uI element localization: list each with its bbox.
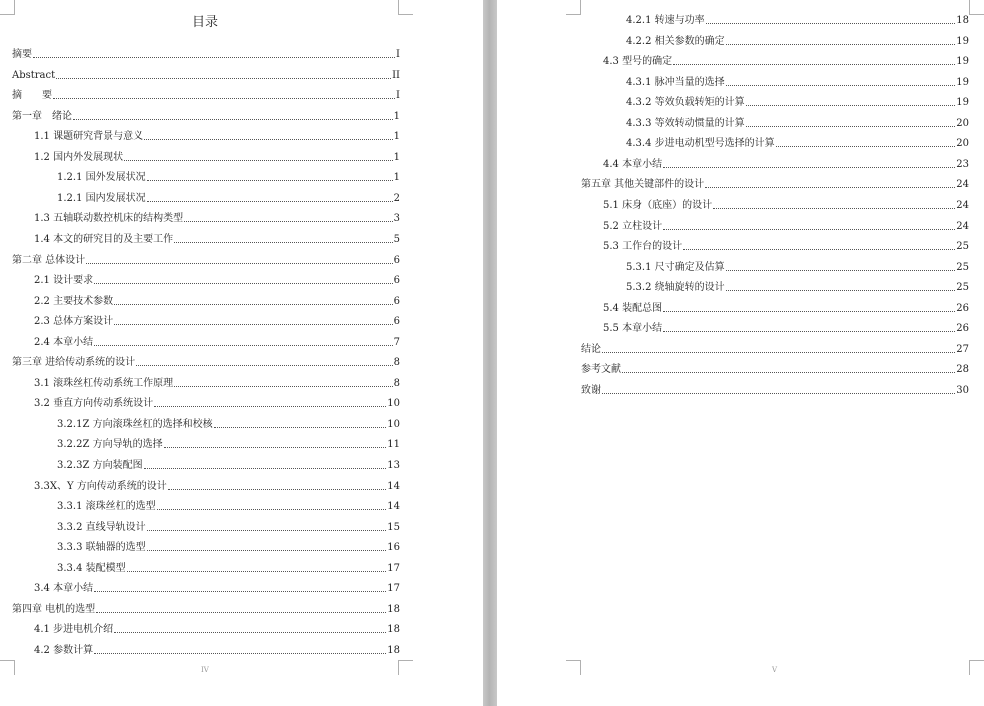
toc-entry-page-number: 16	[387, 542, 400, 554]
toc-entry-label: 4.2.1 转速与功率	[626, 15, 705, 26]
toc-entry-label: 4.3 型号的确定	[603, 56, 673, 68]
toc-entry-page-number: 5	[393, 233, 400, 245]
toc-dot-leader	[96, 612, 386, 613]
toc-entry-label: 2.1 设计要求	[34, 275, 94, 287]
toc-entry-page-number: 18	[956, 15, 969, 26]
toc-dot-leader	[147, 180, 393, 181]
toc-entry-label: 1.2.1 国内发展状况	[57, 192, 146, 204]
toc-dot-leader	[174, 242, 393, 243]
toc-entry-label: 2.3 总体方案设计	[34, 316, 114, 328]
toc-entry-page-number: 20	[956, 138, 969, 150]
toc-entry[interactable]	[581, 383, 969, 397]
toc-entry-page-number: II	[392, 69, 400, 81]
toc-entry-label: 3.3.4 装配模型	[57, 562, 126, 574]
toc-entry-page-number: 11	[387, 439, 400, 451]
toc-entry-page-number: 30	[956, 384, 969, 396]
toc-entry-label: 4.2 参数计算	[34, 644, 94, 656]
toc-dot-leader	[776, 146, 956, 147]
toc-entry-label: 2.4 本章小结	[34, 336, 94, 348]
toc-dot-leader	[144, 468, 387, 469]
toc-entry-page-number: 26	[956, 302, 969, 314]
toc-entry-label: 1.1 课题研究背景与意义	[34, 131, 144, 143]
toc-entry-label: 第一章 绪论	[12, 110, 72, 122]
toc-dot-leader	[124, 160, 393, 161]
toc-dot-leader	[602, 352, 955, 353]
toc-entry[interactable]	[34, 335, 400, 349]
toc-entry[interactable]	[12, 253, 400, 267]
toc-entry-label: 4.3.2 等效负载转矩的计算	[626, 97, 745, 109]
toc-entry-page-number: I	[396, 90, 400, 102]
toc-entry-label: 第二章 总体设计	[12, 254, 86, 266]
toc-entry-page-number: 19	[956, 97, 969, 109]
page-corner-mark	[969, 660, 984, 675]
toc-entry-page-number: 3	[393, 213, 400, 225]
toc-entry[interactable]	[34, 273, 400, 287]
toc-dot-leader	[602, 393, 955, 394]
toc-entry-label: 结论	[581, 343, 601, 355]
page-corner-mark	[398, 660, 413, 675]
toc-entry-label: 1.2 国内外发展现状	[34, 151, 124, 163]
toc-dot-leader	[174, 386, 393, 387]
toc-dot-leader	[147, 550, 387, 551]
toc-dot-leader	[147, 201, 393, 202]
toc-entry-label: 4.4 本章小结	[603, 158, 663, 170]
toc-entry-label: 3.2.1Z 方向滚珠丝杠的选择和校核	[57, 418, 213, 430]
toc-dot-leader	[144, 139, 393, 140]
toc-entry-page-number: 23	[956, 158, 969, 170]
toc-dot-leader	[683, 249, 955, 250]
toc-entry[interactable]	[34, 479, 400, 493]
toc-dot-leader	[94, 345, 393, 346]
toc-entry-label: 第三章 进给传动系统的设计	[12, 357, 136, 369]
toc-entry[interactable]	[626, 13, 969, 27]
toc-dot-leader	[663, 229, 955, 230]
toc-entry-page-number: 25	[956, 282, 969, 294]
page-gutter	[483, 0, 497, 706]
toc-entry[interactable]	[626, 75, 969, 89]
toc-entry[interactable]	[34, 581, 400, 595]
toc-entry-page-number: 17	[387, 583, 400, 595]
toc-dot-leader	[746, 126, 956, 127]
toc-dot-leader	[53, 98, 395, 99]
toc-entry-page-number: 6	[393, 316, 400, 328]
toc-entry[interactable]	[57, 458, 400, 472]
toc-entry[interactable]	[626, 116, 969, 130]
toc-entry-label: 3.2 垂直方向传动系统设计	[34, 398, 154, 410]
toc-entry[interactable]	[626, 136, 969, 150]
toc-entry-page-number: 18	[387, 603, 400, 615]
toc-entry[interactable]	[57, 499, 400, 513]
toc-entry-page-number: 13	[387, 460, 400, 471]
toc-entry[interactable]	[12, 355, 400, 369]
toc-entry[interactable]	[12, 88, 400, 102]
toc-entry[interactable]	[57, 540, 400, 554]
toc-dot-leader	[94, 591, 386, 592]
toc-title: 目录	[191, 15, 218, 30]
toc-entry-page-number: 20	[956, 117, 969, 129]
toc-dot-leader	[713, 208, 955, 209]
toc-entry-label: 4.3.3 等效转动惯量的计算	[626, 117, 745, 129]
toc-dot-leader	[663, 167, 955, 168]
toc-entry-label: 4.1 步进电机介绍	[34, 624, 114, 636]
document-page-right	[497, 0, 984, 706]
toc-entry-label: 5.2 立柱设计	[603, 220, 663, 232]
toc-entry-page-number: 1	[393, 151, 400, 163]
toc-entry-label: 3.3.3 联轴器的选型	[57, 542, 146, 554]
toc-entry-page-number: 1	[393, 172, 400, 184]
toc-entry-page-number: 1	[393, 110, 400, 122]
toc-entry-label: 5.1 床身（底座）的设计	[603, 199, 713, 211]
toc-entry-label: 3.2.3Z 方向装配图	[57, 460, 143, 471]
toc-entry-page-number: 25	[956, 261, 969, 273]
toc-entry[interactable]	[34, 314, 400, 328]
toc-entry-label: 摘要	[12, 49, 32, 60]
toc-entry-label: 3.3.1 滚珠丝杠的选型	[57, 501, 156, 513]
toc-entry-label: 5.3.1 尺寸确定及估算	[626, 261, 725, 273]
toc-dot-leader	[663, 331, 955, 332]
toc-entry-label: 2.2 主要技术参数	[34, 295, 114, 307]
toc-entry[interactable]	[57, 437, 400, 451]
page-corner-mark	[566, 0, 581, 15]
toc-dot-leader	[164, 447, 387, 448]
toc-entry-label: 5.4 装配总图	[603, 302, 663, 314]
toc-dot-leader	[726, 270, 956, 271]
toc-entry[interactable]	[12, 109, 400, 123]
toc-entry[interactable]	[57, 520, 400, 534]
toc-dot-leader	[157, 509, 387, 510]
toc-dot-leader	[673, 64, 955, 65]
toc-entry[interactable]	[34, 129, 400, 143]
toc-entry-label: 3.1 滚珠丝杠传动系统工作原理	[34, 377, 174, 389]
toc-entry[interactable]	[581, 177, 969, 191]
toc-entry-label: 4.2.2 相关参数的确定	[626, 35, 725, 47]
page-number-footer: IV	[201, 666, 209, 674]
page-corner-mark	[566, 660, 581, 675]
toc-entry-label: 3.4 本章小结	[34, 583, 94, 595]
page-number-footer: V	[772, 666, 778, 674]
toc-entry-label: 1.4 本文的研究目的及主要工作	[34, 233, 174, 245]
toc-entry-page-number: I	[396, 49, 400, 60]
page-corner-mark	[0, 660, 15, 675]
toc-dot-leader	[114, 304, 393, 305]
toc-entry-label: 5.3 工作台的设计	[603, 241, 683, 253]
toc-dot-leader	[86, 263, 392, 264]
toc-entry[interactable]	[603, 301, 969, 315]
toc-entry-page-number: 28	[956, 364, 969, 376]
toc-dot-leader	[168, 489, 386, 490]
toc-entry-label: 3.3X、Y 方向传动系统的设计	[34, 480, 167, 492]
toc-entry[interactable]	[626, 95, 969, 109]
toc-entry[interactable]	[34, 150, 400, 164]
toc-entry[interactable]	[34, 622, 400, 636]
toc-dot-leader	[33, 57, 395, 58]
toc-dot-leader	[114, 324, 393, 325]
toc-dot-leader	[726, 290, 956, 291]
toc-entry[interactable]	[626, 34, 969, 48]
toc-entry-page-number: 24	[956, 220, 969, 232]
toc-entry[interactable]	[626, 260, 969, 274]
toc-entry[interactable]	[581, 342, 969, 356]
toc-entry-page-number: 25	[956, 241, 969, 253]
toc-dot-leader	[73, 119, 393, 120]
toc-entry-label: 5.5 本章小结	[603, 323, 663, 335]
toc-entry-label: 1.2.1 国外发展状况	[57, 172, 146, 184]
toc-entry[interactable]	[626, 280, 969, 294]
toc-entry-label: 3.3.2 直线导轨设计	[57, 521, 146, 533]
toc-dot-leader	[94, 283, 393, 284]
toc-entry[interactable]	[57, 561, 400, 575]
toc-entry-label: 参考文献	[581, 364, 621, 376]
toc-dot-leader	[136, 365, 392, 366]
toc-entry-page-number: 17	[387, 562, 400, 574]
toc-dot-leader	[114, 632, 386, 633]
toc-entry-label: 4.3.1 脉冲当量的选择	[626, 76, 725, 88]
toc-entry-page-number: 24	[956, 179, 969, 191]
toc-entry-page-number: 18	[387, 624, 400, 636]
toc-entry-label: 致谢	[581, 384, 601, 396]
toc-dot-leader	[726, 44, 956, 45]
toc-entry[interactable]	[57, 417, 400, 431]
toc-entry[interactable]	[603, 198, 969, 212]
toc-entry-page-number: 6	[393, 275, 400, 287]
toc-entry[interactable]	[12, 602, 400, 616]
toc-entry-label: 3.2.2Z 方向导轨的选择	[57, 439, 163, 451]
toc-dot-leader	[726, 85, 956, 86]
toc-entry[interactable]	[34, 396, 400, 410]
toc-entry-label: 第四章 电机的选型	[12, 603, 96, 615]
toc-dot-leader	[214, 427, 387, 428]
toc-entry[interactable]	[12, 47, 400, 61]
toc-dot-leader	[56, 78, 391, 79]
page-corner-mark	[969, 0, 984, 15]
toc-entry[interactable]	[603, 321, 969, 335]
toc-entry-page-number: 10	[387, 398, 400, 410]
toc-dot-leader	[154, 406, 386, 407]
toc-entry-label: 5.3.2 绕轴旋转的设计	[626, 282, 725, 294]
toc-entry-label: 摘 要	[12, 90, 52, 102]
toc-entry-page-number: 19	[956, 35, 969, 47]
toc-entry[interactable]	[34, 643, 400, 657]
toc-dot-leader	[147, 530, 387, 531]
toc-entry[interactable]	[34, 376, 400, 390]
toc-entry-page-number: 10	[387, 418, 400, 430]
toc-entry-page-number: 15	[387, 521, 400, 533]
toc-dot-leader	[706, 23, 956, 24]
toc-entry-page-number: 6	[393, 295, 400, 307]
toc-entry[interactable]	[581, 362, 969, 376]
toc-entry[interactable]	[603, 239, 969, 253]
toc-entry-page-number: 8	[393, 377, 400, 389]
toc-dot-leader	[184, 221, 393, 222]
toc-dot-leader	[127, 571, 387, 572]
toc-entry-page-number: 8	[393, 357, 400, 369]
toc-entry-label: 4.3.4 步进电动机型号选择的计算	[626, 138, 775, 150]
document-page-left	[0, 0, 483, 706]
toc-entry-label: Abstract	[12, 69, 56, 81]
toc-entry-page-number: 1	[393, 131, 400, 143]
toc-dot-leader	[705, 187, 955, 188]
toc-entry[interactable]	[12, 68, 400, 82]
toc-dot-leader	[622, 372, 955, 373]
toc-entry[interactable]	[34, 294, 400, 308]
toc-entry-page-number: 14	[387, 480, 400, 492]
toc-entry-label: 第五章 其他关键部件的设计	[581, 179, 705, 191]
toc-entry-page-number: 19	[956, 56, 969, 68]
toc-entry-page-number: 18	[387, 644, 400, 656]
toc-entry-page-number: 6	[393, 254, 400, 266]
toc-entry[interactable]	[57, 191, 400, 205]
toc-entry-page-number: 26	[956, 323, 969, 335]
toc-entry-page-number: 27	[956, 343, 969, 355]
toc-dot-leader	[746, 105, 956, 106]
toc-entry-page-number: 19	[956, 76, 969, 88]
toc-entry-page-number: 2	[393, 192, 400, 204]
toc-entry[interactable]	[57, 170, 400, 184]
toc-dot-leader	[94, 653, 386, 654]
toc-entry-page-number: 24	[956, 199, 969, 211]
toc-entry-page-number: 14	[387, 501, 400, 513]
toc-entry[interactable]	[34, 211, 400, 225]
toc-entry[interactable]	[34, 232, 400, 246]
toc-entry-label: 1.3 五轴联动数控机床的结构类型	[34, 213, 184, 225]
toc-entry-page-number: 7	[393, 336, 400, 348]
toc-dot-leader	[663, 311, 955, 312]
toc-entry[interactable]	[603, 54, 969, 68]
toc-entry[interactable]	[603, 157, 969, 171]
toc-entry[interactable]	[603, 219, 969, 233]
